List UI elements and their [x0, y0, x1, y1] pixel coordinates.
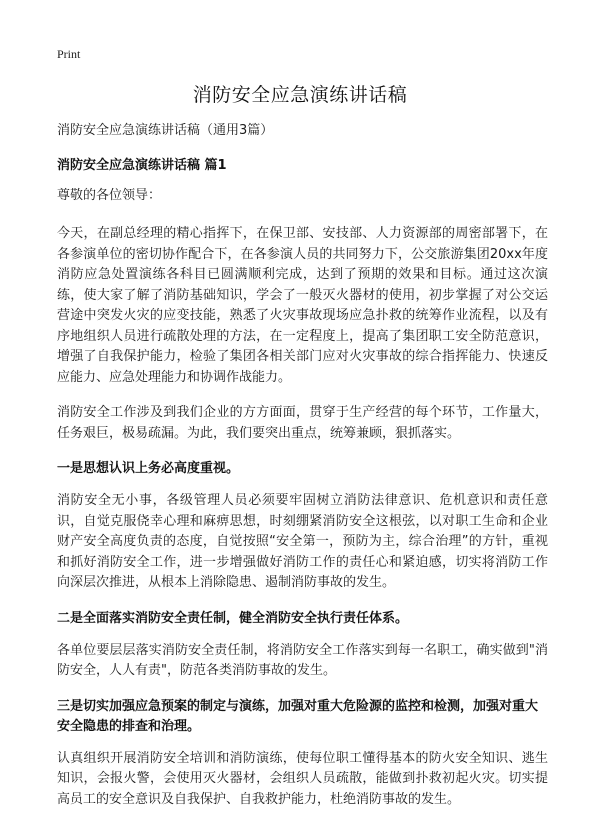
section-text-3: 认真组织开展消防安全培训和消防演练，使每位职工懂得基本的防火安全知识、逃生知识，会报火警，会使用灭火器材，会组织人员疏散，能做到扑救初起火灾。切实提高员工的安全意识及自我保护、自我救护能力，杜绝消防事故的发生。 — [57, 750, 548, 807]
section-text-2: 各单位要层层落实消防安全责任制，将消防安全工作落实到每一名职工，确实做到"消防安全，人人有责"，防范各类消防事故的发生。 — [57, 642, 548, 678]
article-subtitle: 消防安全应急演练讲话稿（通用3篇） — [57, 123, 274, 138]
article-body — [57, 121, 548, 825]
document-title: 消防安全应急演练讲话稿 — [192, 84, 408, 106]
section-heading-1: 一是思想认识上务必高度重视。 — [57, 461, 240, 476]
greeting: 尊敬的各位领导： — [57, 187, 162, 203]
intro-paragraph: 今天，在副总经理的精心指挥下，在保卫部、安技部、人力资源部的周密部署下，在各参演单位的密切协作配合下，在各参演人员的共同努力下，公交旅游集团20xx年度消防应急处置演练各科目已圆满顺利完成，达到了预期的效果和目标。通过这次演练，使大家了解了消防基础知识，学会了一般灭火器材的使用，初步掌握了对公交运营途中突发火灾的应变技能，熟悉了火灾事故现场应急扑救的统筹作业流程，以及有序地组织人员进行疏散处理的方法，在一定程度上，提高了集团职工安全防范意识，增强了自我保护能力，检验了集团各相关部门应对火灾事故的综合指挥能力、快速反应能力、应急处理能力和协调作战能力。 — [57, 226, 548, 385]
article-heading: 消防安全应急演练讲话稿 篇1 — [57, 157, 227, 173]
section-text-1: 消防安全无小事，各级管理人员必须要牢固树立消防法律意识、危机意识和责任意识，自觉克服侥幸心理和麻痹思想，时刻绷紧消防安全这根弦，以对职工生命和企业财产安全高度负责的态度，自觉按照“安全第一，预防为主，综合治理”的方针，重视和抓好消防安全工作，进一步增强做好消防工作的责任心和紧迫感，切实将消防工作向深层次推进，从根本上消除隐患、遏制消防事故的发生。 — [57, 493, 548, 590]
section-heading-3: 三是切实加强应急预案的制定与演练，加强对重大危险源的监控和检测，加强对重大安全隐患的排查和治理。 — [57, 698, 539, 734]
focus-paragraph: 消防安全工作涉及到我们企业的方方面面，贯穿于生产经营的每个环节，工作量大，任务艰巨，极易疏漏。为此，我们要突出重点，统筹兼顾，狠抓落实。 — [57, 405, 548, 441]
section-heading-2: 二是全面落实消防安全责任制，健全消防安全执行责任体系。 — [57, 610, 409, 626]
print-link[interactable]: Print — [57, 47, 81, 61]
